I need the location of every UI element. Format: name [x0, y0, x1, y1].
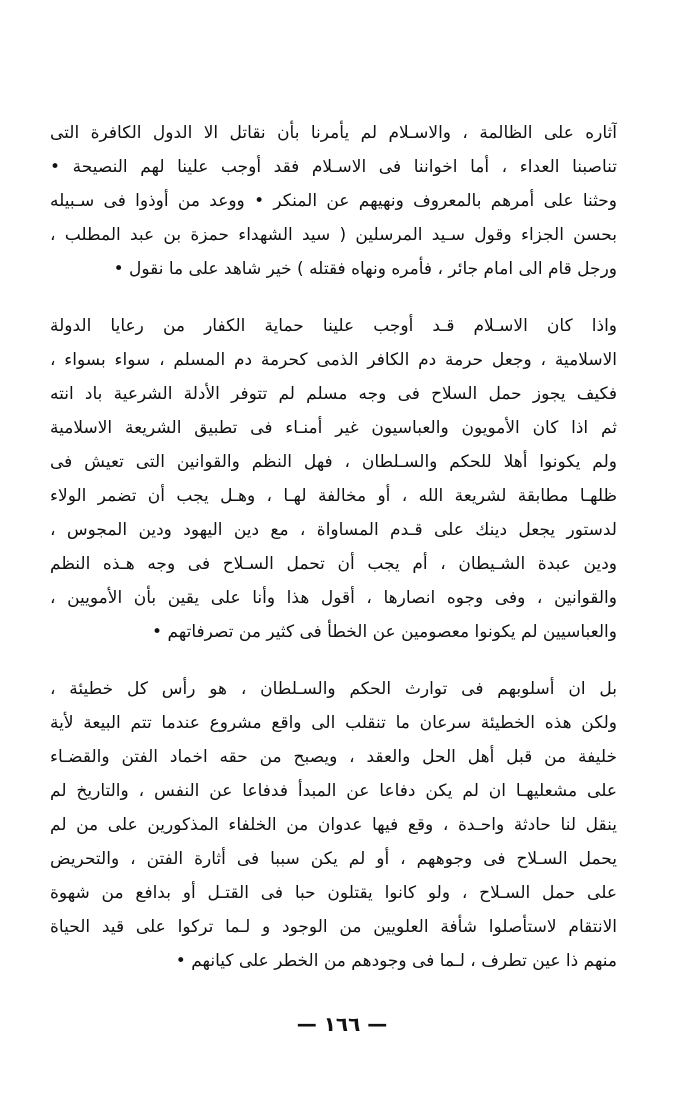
paragraph-2: [50, 309, 617, 649]
text-line: على حمل السـلاح ، ولو كانوا يقتلون حبا فى القتـل أو بدافع من شهوة: [50, 883, 617, 903]
text-line: منهم ذا عين تطرف ، لـما فى وجودهم من الخطر على كيانهم •: [175, 951, 617, 971]
text-line: الاسلامية ، وجعل حرمة دم الكافر الذمى كحرمة دم المسلم ، سواء بسواء ،: [50, 350, 617, 370]
text-line: آثاره على الظالمة ، والاسـلام لم يأمرنا بأن نقاتل الا الدول الكافرة التى: [50, 123, 617, 143]
body-text: [50, 116, 617, 1001]
paragraph-3: [50, 672, 617, 978]
text-line: ينقل لنا حادثة واحـدة ، وقع فيها عدوان من الخلفاء المذكورين على من لم: [50, 815, 617, 835]
text-line: ولكن هذه الخطيئة سرعان ما تنقلب الى واقع مشروع عندما تتم البيعة لأية: [50, 713, 617, 733]
text-line: واذا كان الاسـلام قـد أوجب علينا حماية الكفار من رعايا الدولة: [50, 316, 617, 336]
text-line: ظلهـا مطابقة لشريعة الله ، أو مخالفة لهـا ، وهـل يجب أن تضمر الولاء: [50, 486, 617, 506]
paragraph-1: [50, 116, 617, 286]
page-number: — ١٦٦ —: [296, 1012, 388, 1036]
text-line: والقوانين ، وفى وجوه انصارها ، أقول هذا وأنا على يقين بأن الأمويين ،: [50, 588, 617, 608]
text-line: ودين عبدة الشـيطان ، أم يجب أن تحمل السـلاح فى وجه هـذه النظم: [50, 554, 617, 574]
text-line: والعباسيين لم يكونوا معصومين عن الخطأ فى كثير من تصرفاتهم •: [152, 622, 617, 642]
text-line: ثم اذا كان الأمويون والعباسيون غير أمنـاء فى تطبيق الشريعة الاسلامية: [50, 418, 617, 438]
text-line: يحمل السـلاح فى وجوههم ، أو لم يكن سببا فى أثارة الفتن ، والتحريض: [50, 849, 617, 869]
text-line: تناصبنا العداء ، أما اخواننا فى الاسـلام فقد أوجب علينا لهم النصيحة •: [50, 157, 617, 177]
text-line: وحثنا على أمرهم بالمعروف ونهيهم عن المنكر • ووعد من أوذوا فى سـبيله: [50, 191, 617, 211]
text-line: الانتقام لاستأصلوا شأفة العلويين من الوجود و لـما تركوا على قيد الحياة: [50, 917, 617, 937]
text-line: على مشعليهـا ان لم يكن دفاعا عن المبدأ فدفاعا عن النفس ، والتاريخ لم: [50, 781, 617, 801]
text-line: بحسن الجزاء وقول سـيد المرسلين ( سيد الشهداء حمزة بن عبد المطلب ،: [50, 225, 617, 245]
text-line: ورجل قام الى امام جائر ، فأمره ونهاه فقتله ) خير شاهد على ما نقول •: [113, 259, 617, 279]
text-line: خليفة من قبل أهل الحل والعقد ، ويصبح من حقه اخماد الفتن والقضـاء: [50, 747, 617, 767]
text-line: بل ان أسلوبهم فى توارث الحكم والسـلطان ، هو رأس كل خطيئة ،: [50, 679, 617, 699]
text-line: ولم يكونوا أهلا للحكم والسـلطان ، فهل النظم والقوانين التى تعيش فى: [50, 452, 617, 472]
text-line: لدستور يجعل دينك على قـدم المساواة ، مع دين اليهود ودين المجوس ،: [50, 520, 617, 540]
text-line: فكيف يجوز حمل السلاح فى وجه مسلم لم تتوفر الأدلة الشرعية باد انته: [50, 384, 617, 404]
